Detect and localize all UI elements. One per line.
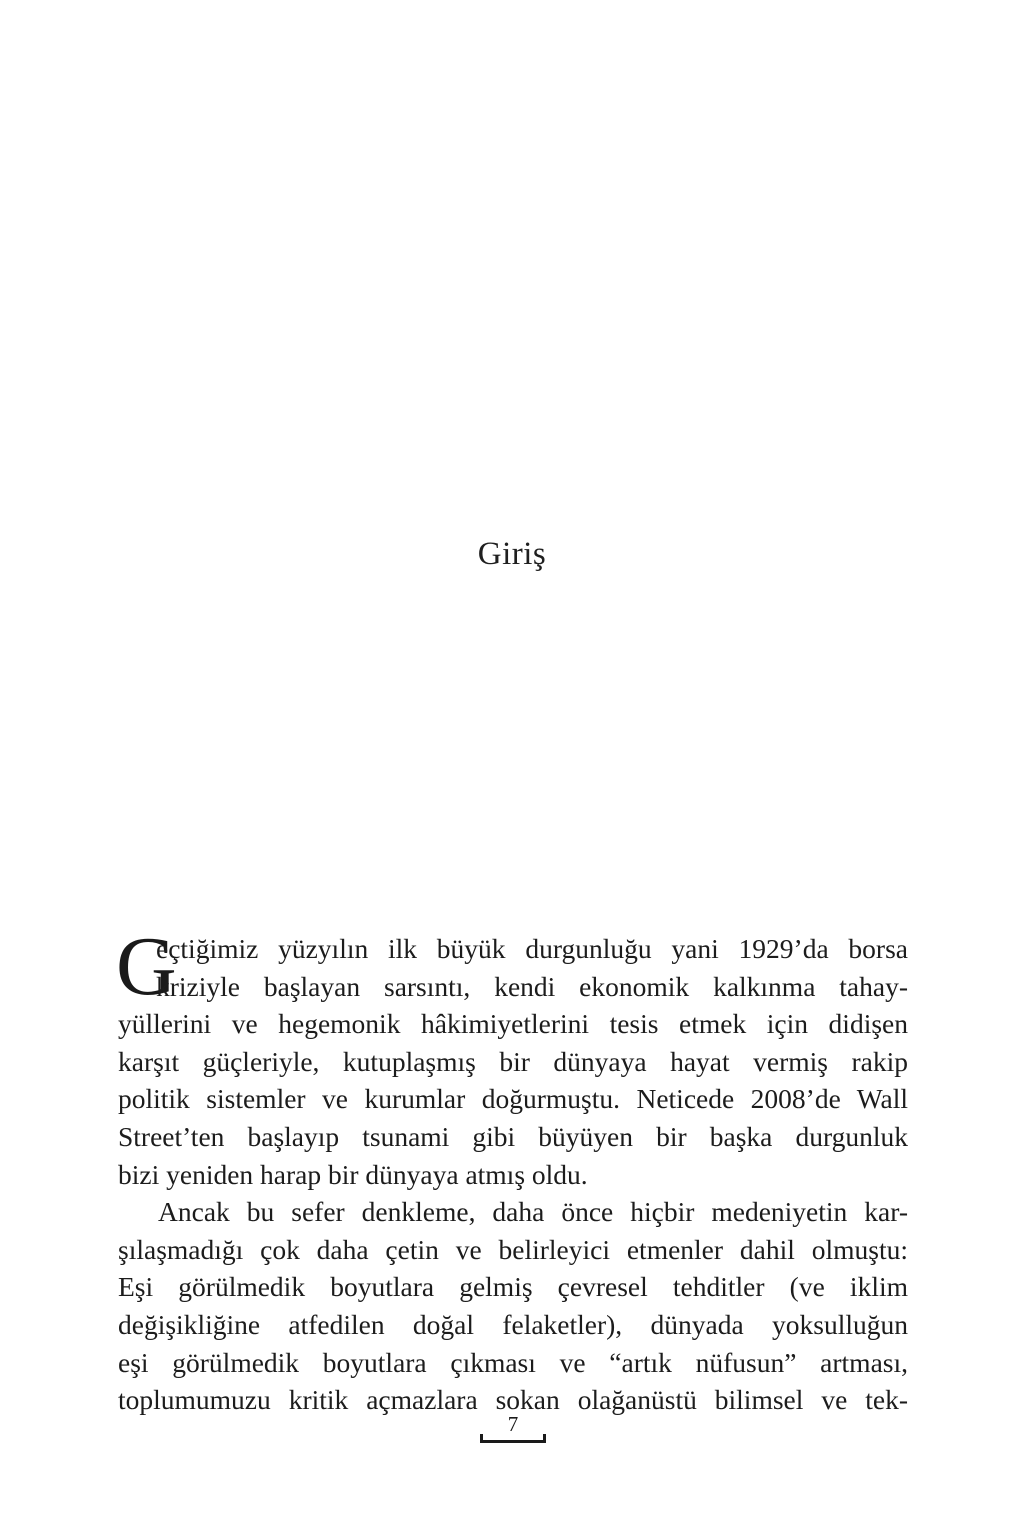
text-line: karşıt güçleriyle, kutuplaşmış bir dünyaya hayat vermiş rakip xyxy=(118,1045,908,1077)
text-line: bizi yeniden harap bir dünyaya atmış oldu. xyxy=(118,1158,588,1190)
text-line: kriziyle başlayan sarsıntı, kendi ekonomik kalkınma tahay- xyxy=(156,970,908,1002)
page-footer xyxy=(480,1412,546,1444)
body-text xyxy=(116,920,908,1419)
text-line: eşi görülmedik boyutlara çıkması ve “artık nüfusun” artması, xyxy=(118,1346,908,1378)
text-line: yüllerini ve hegemonik hâkimiyetlerini tesis etmek için didişen xyxy=(118,1008,908,1040)
text-line: Ancak bu sefer denkleme, daha önce hiçbir medeniyetin kar- xyxy=(158,1196,908,1228)
drop-cap: G xyxy=(116,920,177,1013)
text-line: politik sistemler ve kurumlar doğurmuştu. Neticede 2008’de Wall xyxy=(118,1083,908,1115)
text-line: değişikliğine atfedilen doğal felaketler), dünyada yoksulluğun xyxy=(118,1308,908,1340)
text-line: Street’ten başlayıp tsunami gibi büyüyen bir başka durgunluk xyxy=(118,1120,908,1152)
page-number: 7 xyxy=(507,1412,519,1436)
text-line: Eşi görülmedik boyutlara gelmiş çevresel tehditler (ve iklim xyxy=(118,1271,908,1303)
footer-ornament-right xyxy=(543,1434,546,1443)
chapter-title: Giriş xyxy=(477,536,547,572)
footer-rule xyxy=(480,1440,546,1443)
text-line: şılaşmadığı çok daha çetin ve belirleyici etmenler dahil olmuştu: xyxy=(118,1233,908,1265)
text-line: eçtiğimiz yüzyılın ilk büyük durgunluğu yani 1929’da borsa xyxy=(156,933,908,964)
text-line: toplumumuzu kritik açmazlara sokan olağanüstü bilimsel ve tek- xyxy=(118,1384,908,1416)
